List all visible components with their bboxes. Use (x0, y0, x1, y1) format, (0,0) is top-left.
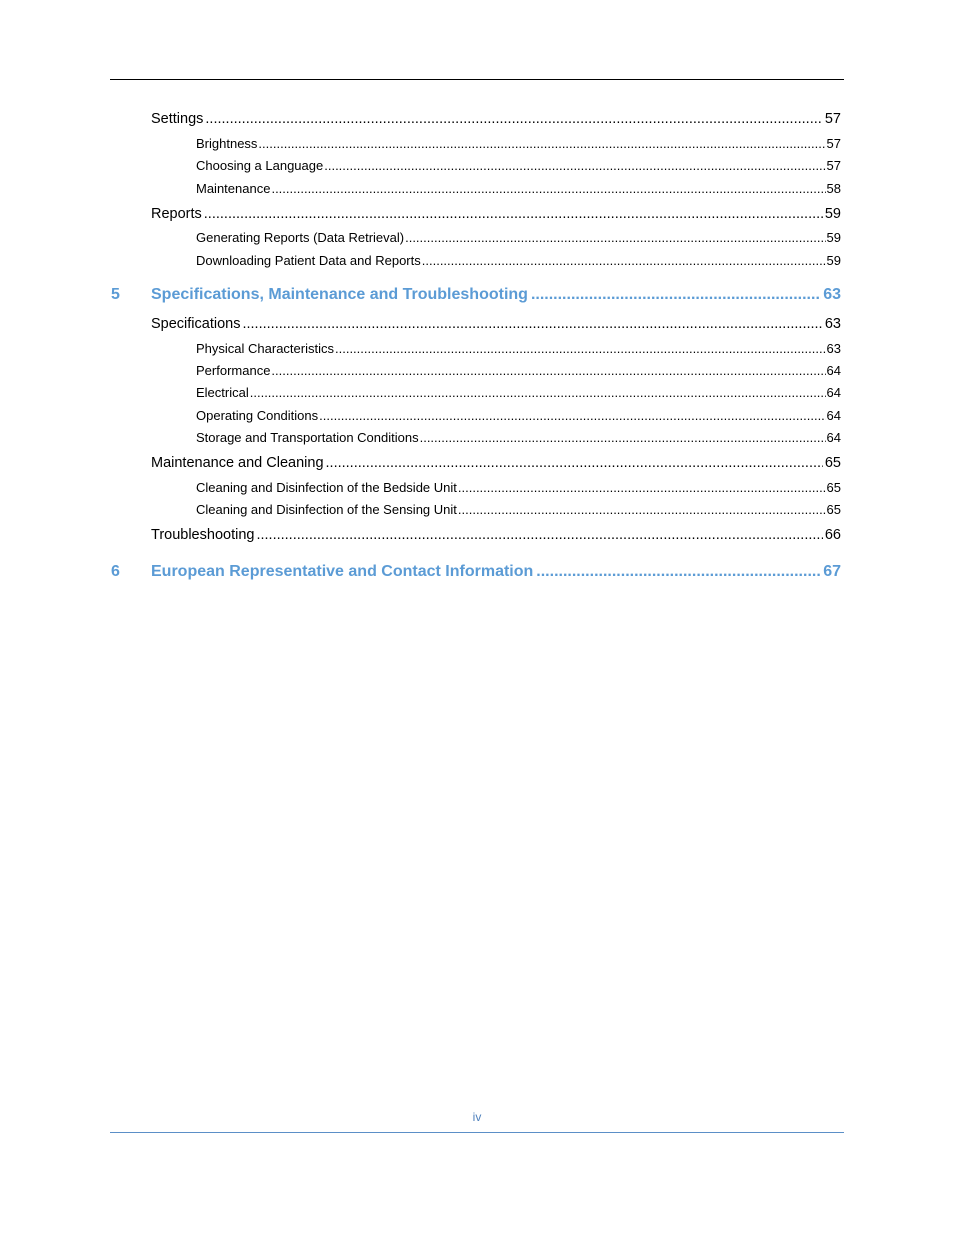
toc-page-number: 63 (826, 341, 841, 356)
footer-page-number: iv (472, 1110, 482, 1124)
toc-chapter-title: European Representative and Contact Information (151, 563, 534, 580)
toc-chapter-5[interactable] (111, 286, 841, 308)
toc-entry-generating-reports[interactable] (196, 230, 841, 248)
toc-chapter-number: 6 (111, 563, 120, 580)
toc-leader-dots (531, 286, 821, 304)
toc-page-number: 64 (826, 408, 841, 423)
toc-leader-dots (405, 230, 825, 245)
toc-leader-dots (458, 502, 826, 517)
toc-entry-maintenance[interactable] (196, 181, 841, 199)
toc-entry-label: Downloading Patient Data and Reports (196, 253, 421, 268)
toc-leader-dots (271, 181, 825, 196)
toc-entry-label: Performance (196, 363, 271, 378)
toc-page-number: 64 (826, 430, 841, 445)
toc-entry-troubleshooting[interactable] (151, 527, 841, 547)
toc-leader-dots (422, 253, 826, 268)
toc-leader-dots (204, 206, 823, 222)
toc-entry-performance[interactable] (196, 363, 841, 381)
toc-page-number: 66 (824, 527, 841, 543)
toc-entry-operating-conditions[interactable] (196, 408, 841, 426)
toc-leader-dots (242, 316, 822, 332)
toc-leader-dots (250, 385, 826, 400)
toc-leader-dots (258, 136, 825, 151)
toc-chapter-number: 5 (111, 286, 120, 303)
toc-leader-dots (458, 480, 826, 495)
toc-page-number: 57 (826, 158, 841, 173)
toc-page-number: 65 (826, 480, 841, 495)
toc-page-number: 59 (826, 253, 841, 268)
toc-page-number: 64 (826, 363, 841, 378)
toc-entry-label: Maintenance (196, 181, 271, 196)
toc-leader-dots (319, 408, 825, 423)
toc-page-number: 65 (824, 455, 841, 471)
toc-chapter-6[interactable] (111, 563, 841, 585)
toc-entry-label: Cleaning and Disinfection of the Bedside Unit (196, 480, 457, 495)
toc-entry-choosing-language[interactable] (196, 158, 841, 176)
toc-entry-reports[interactable] (151, 206, 841, 226)
header-rule (110, 79, 844, 80)
toc-entry-label: Settings (151, 111, 204, 127)
toc-leader-dots (324, 158, 825, 173)
toc-leader-dots (326, 455, 823, 471)
toc-page-number: 63 (823, 286, 841, 303)
toc-leader-dots (536, 563, 821, 581)
toc-entry-maintenance-cleaning[interactable] (151, 455, 841, 475)
toc-entry-label: Generating Reports (Data Retrieval) (196, 230, 405, 245)
toc-entry-label: Reports (151, 206, 202, 222)
toc-entry-label: Physical Characteristics (196, 341, 334, 356)
toc-leader-dots (335, 341, 826, 356)
toc-page-number: 67 (823, 563, 841, 580)
toc-page-number: 65 (826, 502, 841, 517)
toc-page-number: 57 (826, 136, 841, 151)
toc-entry-settings[interactable] (151, 111, 841, 131)
toc-page-number: 59 (824, 206, 841, 222)
toc-chapter-title: Specifications, Maintenance and Troubleshooting (151, 286, 528, 303)
toc-entry-label: Operating Conditions (196, 408, 319, 423)
toc-leader-dots (420, 430, 826, 445)
toc-entry-cleaning-sensing-unit[interactable] (196, 502, 841, 520)
toc-entry-cleaning-bedside-unit[interactable] (196, 480, 841, 498)
toc-leader-dots (205, 111, 822, 127)
toc-entry-specifications[interactable] (151, 316, 841, 336)
toc-entry-electrical[interactable] (196, 385, 841, 403)
toc-page-number: 57 (824, 111, 841, 127)
toc-entry-label: Choosing a Language (196, 158, 324, 173)
toc-page-number: 58 (826, 181, 841, 196)
toc-entry-label: Troubleshooting (151, 527, 255, 543)
toc-entry-label: Storage and Transportation Conditions (196, 430, 419, 445)
toc-entry-label: Maintenance and Cleaning (151, 455, 324, 471)
toc-entry-label: Brightness (196, 136, 258, 151)
toc-entry-brightness[interactable] (196, 136, 841, 154)
toc-entry-physical-characteristics[interactable] (196, 341, 841, 359)
toc-page-number: 63 (824, 316, 841, 332)
toc-page-number: 64 (826, 385, 841, 400)
toc-leader-dots (271, 363, 825, 378)
toc-leader-dots (256, 527, 822, 543)
toc-page-number: 59 (826, 230, 841, 245)
toc-entry-storage-transportation[interactable] (196, 430, 841, 448)
toc-entry-label: Specifications (151, 316, 241, 332)
toc-entry-downloading-patient-data[interactable] (196, 253, 841, 271)
toc-entry-label: Cleaning and Disinfection of the Sensing Unit (196, 502, 457, 517)
toc-entry-label: Electrical (196, 385, 249, 400)
footer-rule (110, 1132, 844, 1133)
